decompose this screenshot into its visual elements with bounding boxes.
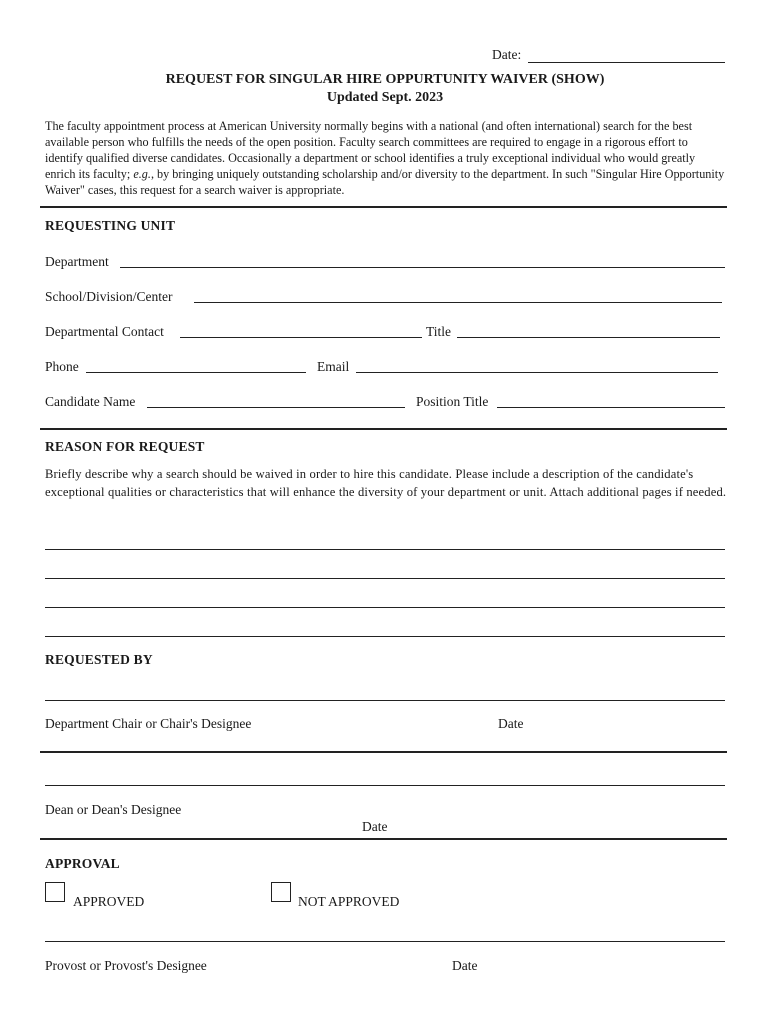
candidate-name-label: Candidate Name [45, 394, 136, 409]
position-title-label: Position Title [416, 394, 489, 409]
contact-title-label: Title [426, 324, 452, 339]
approval-heading: APPROVAL [45, 856, 120, 871]
candidate-name-field[interactable] [147, 407, 405, 408]
date-label: Date: [492, 47, 522, 62]
school-label: School/Division/Center [45, 289, 173, 304]
departmental-contact-field[interactable] [180, 337, 422, 338]
phone-label: Phone [45, 359, 79, 374]
email-field[interactable] [356, 372, 718, 373]
department-field[interactable] [120, 267, 725, 268]
chair-signature-line[interactable] [45, 700, 725, 701]
date-field[interactable] [528, 62, 725, 63]
section-divider [40, 838, 727, 840]
section-divider [40, 751, 727, 753]
department-label: Department [45, 254, 109, 269]
requested-by-heading: REQUESTED BY [45, 652, 153, 667]
reason-instructions: Briefly describe why a search should be waived in order to hire this candidate. Please include a description of the candidate's exceptional qualities or characteristics that will enhance the diversity of your department or unit. Attach additional pages if needed. [45, 467, 727, 499]
provost-signature-label: Provost or Provost's Designee [45, 958, 207, 973]
chair-date-label: Date [498, 716, 524, 731]
phone-field[interactable] [86, 372, 306, 373]
reason-line[interactable] [45, 549, 725, 550]
email-label: Email [317, 359, 350, 374]
dean-date-label: Date [362, 819, 388, 834]
reason-line[interactable] [45, 607, 725, 608]
departmental-contact-label: Departmental Contact [45, 324, 164, 339]
dean-signature-label: Dean or Dean's Designee [45, 802, 182, 817]
provost-date-label: Date [452, 958, 478, 973]
reason-line[interactable] [45, 578, 725, 579]
chair-signature-label: Department Chair or Chair's Designee [45, 716, 252, 731]
provost-signature-line[interactable] [45, 941, 725, 942]
approved-checkbox[interactable] [45, 882, 65, 902]
section-divider [40, 206, 727, 208]
dean-signature-line[interactable] [45, 785, 725, 786]
approved-label: APPROVED [73, 894, 145, 909]
school-field[interactable] [194, 302, 722, 303]
contact-title-field[interactable] [457, 337, 720, 338]
reason-heading: REASON FOR REQUEST [45, 439, 205, 454]
form-subtitle: Updated Sept. 2023 [326, 90, 444, 105]
intro-paragraph: The faculty appointment process at American University normally begins with a national (and often international) search for the best available person who fulfills the needs of the open position. Faculty search committees are required to engage in a rigorous effort to identify qualified diverse candidates. Occasionally a department or school identifies a truly exceptional individual who would greatly enrich its faculty; e.g., by bringing uniquely outstanding scholarship and/or diversity to the department. In such "Singular Hire Opportunity Waiver" cases, this request for a search waiver is appropriate. [45, 119, 725, 197]
not-approved-checkbox[interactable] [271, 882, 291, 902]
form-title: REQUEST FOR SINGULAR HIRE OPPURTUNITY WAIVER (SHOW) [165, 72, 605, 87]
position-title-field[interactable] [497, 407, 725, 408]
section-divider [40, 428, 727, 430]
not-approved-label: NOT APPROVED [298, 894, 400, 909]
reason-line[interactable] [45, 636, 725, 637]
requesting-unit-heading: REQUESTING UNIT [45, 218, 176, 233]
